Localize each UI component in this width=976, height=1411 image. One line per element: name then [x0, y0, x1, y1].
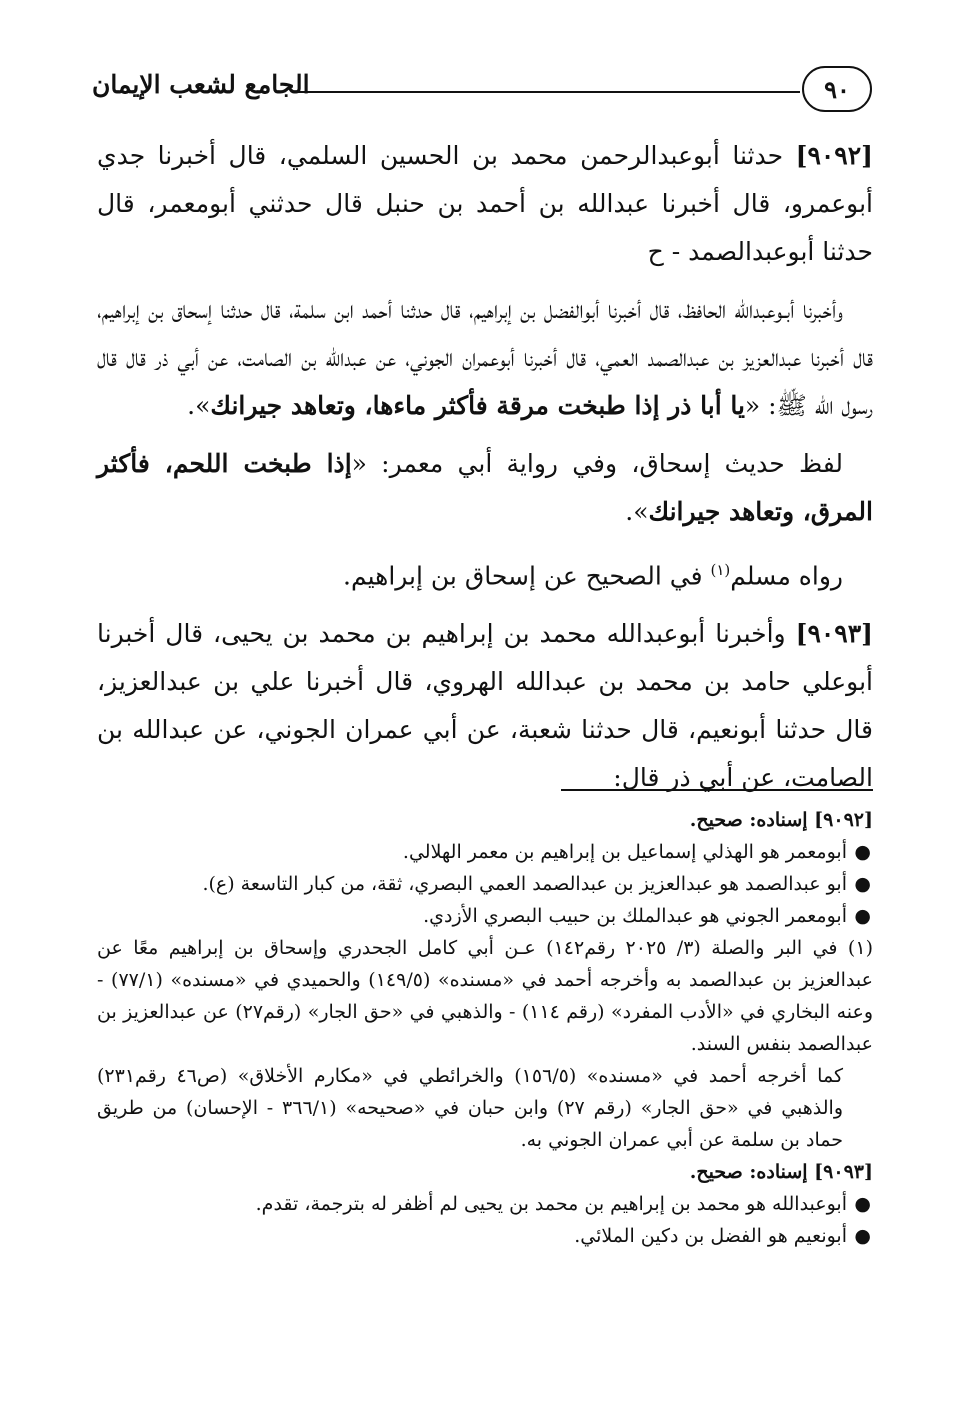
note-text: أبومعمر الجوني هو عبدالملك بن حبيب البصري الأزدي.: [423, 905, 847, 927]
bullet-icon: ●: [854, 1225, 871, 1247]
page-number: ٩٠: [802, 66, 872, 112]
source-text-a: رواه مسلم: [730, 561, 843, 591]
source-text-b: في الصحيح عن إسحاق بن إبراهيم.: [343, 561, 711, 591]
note-label-9092: [٩٠٩٢] إسناده: صحيح.: [689, 809, 873, 831]
source-note: [97, 546, 873, 600]
footnote-separator: [561, 789, 873, 791]
hadith-number: [٩٠٩٣]: [795, 619, 873, 649]
list-item: [97, 900, 873, 932]
book-title: الجامع لشعب الإيمان: [92, 70, 310, 99]
quote-end: ».: [187, 391, 211, 420]
footnote-ref[interactable]: (١): [710, 561, 731, 579]
bullet-icon: ●: [854, 1193, 871, 1215]
note-list-9093: [97, 1188, 873, 1252]
hadith-9093: [97, 610, 873, 802]
footnote-1: [97, 932, 873, 1060]
bullet-icon: ●: [854, 841, 871, 863]
hadith-9092: [97, 132, 873, 276]
footnote-text: (١) في البر والصلة (٣/ ٢٠٢٥ رقم١٤٢) عـن أبي كامل الجحدري وإسحاق بن إبراهيم معًا عن عبدالعزيز بن عبدالصمد به وأخرجه أحمد في «مسنده» (١٤٩/٥) والحميدي في «مسنده» (٧٧/١) - وعنه البخاري في «الأدب المفرد» (رقم ١١٤) - والذهبي في «حق الجار» (رقم٢٧) عن عبدالعزيز بن عبدالصمد بنفس السند.: [97, 937, 873, 1055]
wording-note: [97, 440, 873, 536]
hadith-text: وأخبرنا أبوعبدالله محمد بن إبراهيم بن محمد بن يحيى، قال أخبرنا أبوعلي حامد بن محمد بن عبدالله الهروي، قال أخبرنا علي بن عبدالعزيز، قال حدثنا أبونعيم، قال حدثنا شعبة، عن أبي عمران الجوني، عن عبدالله بن الصامت، عن أبي ذر قال:: [97, 619, 873, 793]
footnote-text: كما أخرجه أحمد في «مسنده» (١٥٦/٥) والخرائطي في «مكارم الأخلاق» (ص٤٦ رقم٢٣١) والذهبي في «حق الجار» (رقم ٢٧) وابن حبان في «صحيحه» (٣٦٦/١ - الإحسان) من طريق حماد بن سلمة عن أبي عمران الجوني به.: [97, 1065, 844, 1151]
page-header: [92, 64, 872, 116]
header-rule: [292, 91, 800, 93]
footnotes: [97, 804, 873, 1252]
list-item: [97, 868, 873, 900]
note-label-9093: [٩٠٩٣] إسناده: صحيح.: [689, 1161, 873, 1183]
list-item: [97, 1220, 873, 1252]
note-list-9092: [97, 836, 873, 932]
hadith-quote: يا أبا ذر إذا طبخت مرقة فأكثر ماءها، وتعاهد جيرانك: [210, 391, 745, 420]
hadith-text: حدثنا أبوعبدالرحمن محمد بن الحسين السلمي، قال أخبرنا جدي أبوعمرو، قال أخبرنا عبدالله بن أحمد بن حنبل قال حدثني أبومعمر، قال حدثنا أبوعبدالصمد - ح: [97, 141, 873, 266]
bullet-icon: ●: [854, 905, 871, 927]
alt-quote-end: ».: [625, 497, 649, 526]
wording-text: لفظ حديث إسحاق، وفي رواية أبي معمر: «: [351, 449, 843, 478]
list-item: [97, 836, 873, 868]
main-text: [97, 132, 873, 812]
note-text: أبونعيم هو الفضل بن دكين الملائي.: [574, 1225, 847, 1247]
chain-text: وأخبرنا أبـوعبدالله الحافظ، قال أخبرنا أبوالفضل بن إبراهيم، قال حدثنا أحمد ابن سلمة، قال حدثنا إسحاق بن إبراهيم، قال أخبرنا عبدالعزيز بن عبدالصمد العمي، قال أخبرنا أبوعمران الجوني، عن عبدالله بن الصامت، عن أبي ذر قال قال رسول الله ﷺ: «: [97, 295, 873, 420]
hadith-9092-chain-2: [97, 286, 873, 430]
alt-quote: إذا طبخت اللحم، فأكثر المرق، وتعاهد جيرانك: [97, 449, 873, 526]
note-text: أبو عبدالصمد هو عبدالعزيز بن عبدالصمد العمي البصري، ثقة، من كبار التاسعة (ع).: [202, 873, 847, 895]
bullet-icon: ●: [854, 873, 871, 895]
hadith-number: [٩٠٩٢]: [795, 141, 873, 170]
note-text: أبومعمر هو الهذلي إسماعيل بن إبراهيم بن معمر الهلالي.: [402, 841, 847, 863]
list-item: [97, 1188, 873, 1220]
footnote-1-continued: [97, 1060, 873, 1156]
note-text: أبوعبدالله هو محمد بن إبراهيم بن محمد بن يحيى لم أظفر له بترجمة، تقدم.: [255, 1193, 847, 1215]
